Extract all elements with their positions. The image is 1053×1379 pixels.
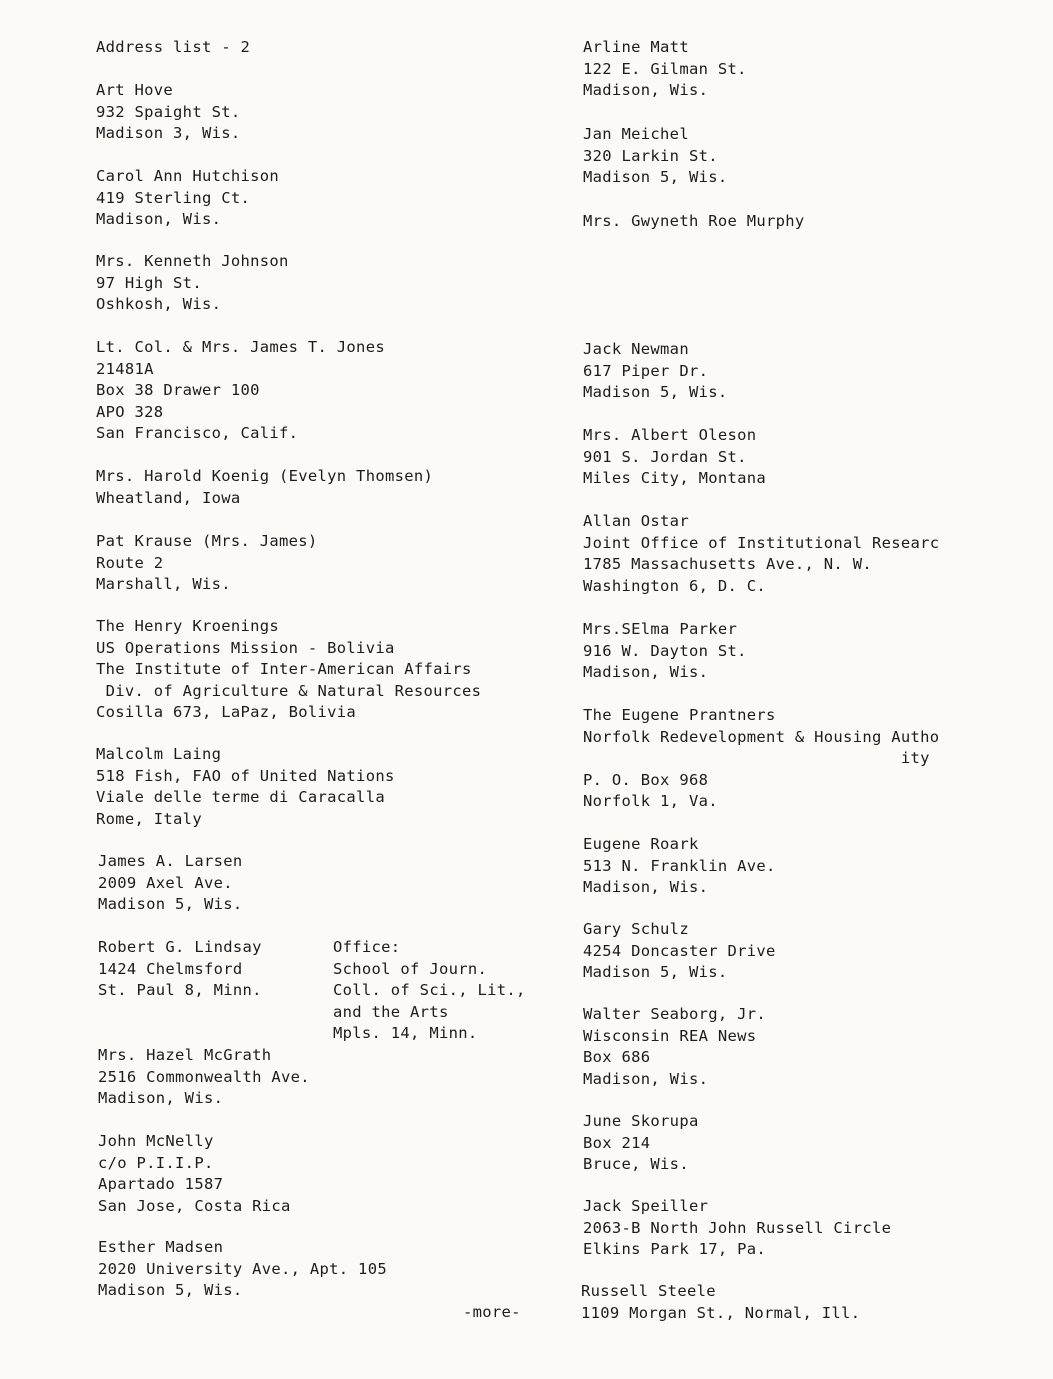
address-line: 97 High St. <box>96 273 202 292</box>
left-address-entry <box>96 616 481 724</box>
entry-name: Russell Steele <box>581 1282 716 1300</box>
right-address-entry <box>583 124 727 189</box>
entry-name: Jack Speiller <box>583 1197 709 1215</box>
left-address-entry <box>96 251 289 316</box>
address-line: San Francisco, Calif. <box>96 424 299 442</box>
left-address-entry <box>96 531 318 596</box>
entry-name: James A. Larsen <box>98 852 243 870</box>
address-line: 1785 Massachusetts Ave., N. W. <box>583 555 872 573</box>
entry-name: Arline Matt <box>583 38 689 56</box>
page-title: Address list - 2 <box>96 38 251 56</box>
address-line: 518 Fish, FAO of United Nations <box>96 766 395 785</box>
entry-name: Art Hove <box>96 81 174 99</box>
right-address-entry <box>583 919 776 984</box>
address-line: Viale delle terme di Caracalla <box>96 788 385 806</box>
left-address-entry <box>96 166 279 231</box>
address-line: San Jose, Costa Rica <box>98 1196 291 1215</box>
right-address-entry <box>581 1281 860 1324</box>
address-line: 419 Sterling Ct. <box>96 188 251 207</box>
address-line: c/o P.I.I.P. <box>98 1153 214 1172</box>
address-line: Wisconsin REA News <box>583 1026 757 1045</box>
address-line: Madison, Wis. <box>583 81 709 99</box>
address-line: ity <box>583 749 930 767</box>
address-line: Norfolk 1, Va. <box>583 792 718 810</box>
address-line: 2516 Commonwealth Ave. <box>98 1067 310 1086</box>
entry-name: Mrs.SElma Parker <box>583 620 738 638</box>
entry-name: Esther Madsen <box>98 1238 224 1256</box>
left-address-entry <box>96 466 433 509</box>
right-address-entry <box>583 705 939 813</box>
address-line: Madison 5, Wis. <box>583 383 728 401</box>
address-line: Norfolk Redevelopment & Housing Autho <box>583 727 940 746</box>
entry-name: The Eugene Prantners <box>583 706 776 724</box>
entry-name: Office: <box>333 938 401 956</box>
address-line: Madison, Wis. <box>96 210 222 228</box>
address-line: Box 38 Drawer 100 <box>96 381 260 399</box>
left-address-entry <box>98 1237 387 1302</box>
address-line: Rome, Italy <box>96 809 202 828</box>
address-line: Wheatland, Iowa <box>96 488 241 507</box>
address-line: 901 S. Jordan St. <box>583 447 747 466</box>
entry-name: Walter Seaborg, Jr. <box>583 1005 767 1023</box>
more-indicator: -more- <box>463 1303 521 1321</box>
address-line: 122 E. Gilman St. <box>583 59 747 78</box>
left-address-entry <box>98 937 262 1002</box>
entry-name: Malcolm Laing <box>96 745 222 763</box>
left-address-entry <box>333 937 526 1045</box>
address-line: Washington 6, D. C. <box>583 576 767 595</box>
right-address-entry <box>583 425 766 490</box>
address-line: Madison, Wis. <box>583 1069 709 1088</box>
address-line: 2020 University Ave., Apt. 105 <box>98 1259 387 1278</box>
entry-name: Gary Schulz <box>583 920 689 938</box>
address-line: 617 Piper Dr. <box>583 361 709 380</box>
address-line: 1424 Chelmsford <box>98 959 243 978</box>
address-line: School of Journ. <box>333 959 488 978</box>
address-line: Miles City, Montana <box>583 469 767 487</box>
address-line: P. O. Box 968 <box>583 770 709 789</box>
entry-name: Mrs. Gwyneth Roe Murphy <box>583 212 805 230</box>
address-line: 2063-B North John Russell Circle <box>583 1218 892 1237</box>
address-line: Apartado 1587 <box>98 1175 224 1193</box>
entry-name: Jan Meichel <box>583 125 689 143</box>
address-line: Route 2 <box>96 553 164 572</box>
entry-name: Allan Ostar <box>583 512 689 530</box>
left-address-entry <box>98 851 242 916</box>
address-line: Madison 5, Wis. <box>583 168 728 186</box>
address-line: 1109 Morgan St., Normal, Ill. <box>581 1303 861 1322</box>
entry-name: Mrs. Albert Oleson <box>583 426 757 444</box>
entry-name: Mrs. Harold Koenig (Evelyn Thomsen) <box>96 467 434 485</box>
entry-name: Jack Newman <box>583 340 689 358</box>
address-line: Coll. of Sci., Lit., <box>333 981 526 999</box>
address-line: Madison, Wis. <box>583 663 709 681</box>
address-line: Madison, Wis. <box>98 1089 224 1107</box>
address-line: US Operations Mission - Bolivia <box>96 638 395 657</box>
entry-name: Mrs. Hazel McGrath <box>98 1046 272 1064</box>
address-line: Joint Office of Institutional Researc <box>583 533 940 552</box>
address-line: Bruce, Wis. <box>583 1155 689 1173</box>
right-address-entry <box>583 511 939 597</box>
address-line: and the Arts <box>333 1002 449 1021</box>
address-line: St. Paul 8, Minn. <box>98 981 262 999</box>
right-address-entry <box>583 1004 766 1090</box>
address-line: Marshall, Wis. <box>96 575 231 593</box>
entry-name: John McNelly <box>98 1132 214 1150</box>
right-address-entry <box>583 1196 891 1261</box>
entry-name: Lt. Col. & Mrs. James T. Jones <box>96 338 385 356</box>
address-line: Madison 5, Wis. <box>98 895 243 913</box>
entry-name: The Henry Kroenings <box>96 617 280 635</box>
address-line: APO 328 <box>96 402 164 421</box>
address-line: Div. of Agriculture & Natural Resources <box>96 681 482 700</box>
address-line: Madison, Wis. <box>583 878 709 896</box>
address-line: Box 686 <box>583 1048 651 1066</box>
entry-name: Mrs. Kenneth Johnson <box>96 252 289 270</box>
address-line: Madison 5, Wis. <box>583 963 728 981</box>
address-line: Oshkosh, Wis. <box>96 295 222 313</box>
entry-name: Eugene Roark <box>583 835 699 853</box>
address-line: Madison 3, Wis. <box>96 124 241 142</box>
left-address-entry <box>96 337 385 445</box>
left-address-entry <box>98 1131 291 1217</box>
left-address-entry <box>98 1045 310 1110</box>
address-line: 916 W. Dayton St. <box>583 641 747 660</box>
entry-name: June Skorupa <box>583 1112 699 1130</box>
address-line: 21481A <box>96 359 154 378</box>
left-address-entry <box>96 80 240 145</box>
address-line: Cosilla 673, LaPaz, Bolivia <box>96 703 357 721</box>
address-line: 2009 Axel Ave. <box>98 873 233 892</box>
entry-name: Carol Ann Hutchison <box>96 167 280 185</box>
address-line: 320 Larkin St. <box>583 146 718 165</box>
left-address-entry <box>96 744 395 830</box>
right-address-entry <box>583 619 747 684</box>
address-line: 4254 Doncaster Drive <box>583 941 776 960</box>
address-line: Mpls. 14, Minn. <box>333 1024 478 1042</box>
address-line: Madison 5, Wis. <box>98 1281 243 1299</box>
entry-name: Robert G. Lindsay <box>98 938 262 956</box>
right-address-entry <box>583 339 727 404</box>
right-address-entry <box>583 1111 699 1176</box>
right-address-entry <box>583 834 776 899</box>
address-line: The Institute of Inter-American Affairs <box>96 660 472 678</box>
right-address-entry <box>583 211 805 233</box>
address-line: 932 Spaight St. <box>96 102 241 121</box>
right-address-entry <box>583 37 747 102</box>
address-line: Elkins Park 17, Pa. <box>583 1240 767 1258</box>
address-line: Box 214 <box>583 1133 651 1152</box>
address-line: 513 N. Franklin Ave. <box>583 856 776 875</box>
entry-name: Pat Krause (Mrs. James) <box>96 532 318 550</box>
